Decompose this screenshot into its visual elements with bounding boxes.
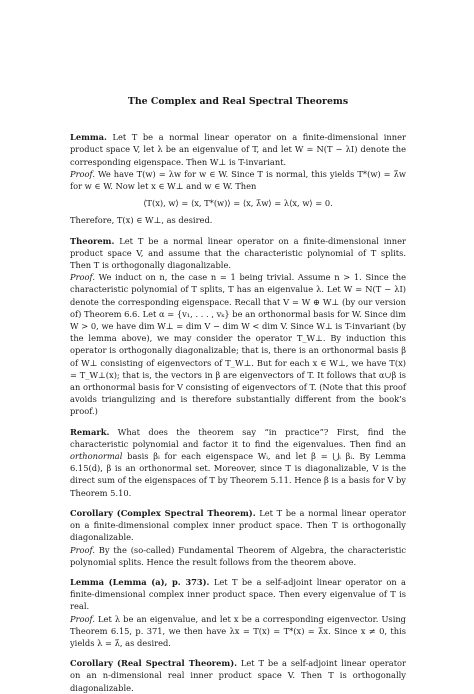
- theorem-heading: Theorem.: [70, 235, 115, 246]
- lemma-2-proof: [70, 613, 406, 650]
- theorem-text: Let T be a normal linear operator on a finite-dimensional inner product space V, and assume that the characteristic polynomial of T splits. Then T is orthogonally diagonalizable.: [70, 235, 406, 271]
- corollary-complex-statement: [70, 507, 406, 544]
- lemma-2-proof-text: Let λ be an eigenvalue, and let x be a corresponding eigenvector. Using Theorem 6.15, p. 371, we then have λx = T(x) = T*(x) = λ̄x. Since x ≠ 0, this yields λ = λ̄, as desired.: [70, 613, 406, 648]
- proof-label: Proof.: [70, 272, 95, 283]
- corollary-real: [70, 657, 406, 694]
- lemma-1-heading: Lemma.: [70, 132, 107, 143]
- corollary-real-heading: Corollary (Real Spectral Theorem).: [70, 658, 238, 669]
- theorem-statement: [70, 235, 406, 272]
- corollary-complex-heading: Corollary (Complex Spectral Theorem).: [70, 507, 256, 518]
- lemma-2-text: Let T be a self-adjoint linear operator on a finite-dimensional complex inner product space. Then every eigenvalue of T is real.: [70, 576, 406, 612]
- proof-label: Proof.: [70, 613, 95, 624]
- lemma-1: [70, 131, 406, 226]
- lemma-1-equation: ⟨T(x), w⟩ = ⟨x, T*(w)⟩ = ⟨x, λ̄w⟩ = λ⟨x, w⟩ = 0.: [143, 198, 333, 209]
- corollary-complex-proof-text: By the (so-called) Fundamental Theorem of Algebra, the characteristic polynomial splits. Hence the result follows from the theorem above.: [70, 544, 406, 567]
- remark: [70, 426, 406, 499]
- remark-text-2: basis βᵢ for each eigenspace Wᵢ, and let β = ⋃ᵢ βᵢ. By Lemma 6.15(d), β is an orthonormal set. Moreover, since T is diagonalizable, V is the direct sum of the eigenspaces of T by Theorem 5.11. Hence β is a basis for V by Theorem 5.10.: [70, 451, 406, 498]
- lemma-1-proof-text: We have T(w) = λw for w ∈ W. Since T is normal, this yields T*(w) = λ̄w for w ∈ W. Now let x ∈ W⊥ and w ∈ W. Then: [70, 168, 406, 192]
- lemma-1-statement: [70, 131, 406, 168]
- proof-label: Proof.: [70, 168, 95, 179]
- corollary-complex: [70, 507, 406, 568]
- corollary-real-text: Let T be a self-adjoint linear operator on an n-dimensional real inner product space V. Then T is orthogonally diagonalizable.: [70, 658, 407, 693]
- theorem-proof-text: We induct on n, the case n = 1 being trivial. Assume n > 1. Since the characteristic polynomial of T splits, T has an eigenvalue λ. Let W = N(T − λI) denote the corresponding eigenspace. Recall that V = W ⊕ W⊥ (by our version of) Theorem 6.6. Let α = {v₁, . . . , vₖ} be an orthonormal basis for W. Since dim W > 0, we have dim W⊥ = dim V − dim W < dim V. Since W⊥ is T-invariant (by the lemma above), we may consider the operator T_W⊥. By induction this operator is orthogonally diagonalizable; that is, there is an orthonormal basis β of W⊥ consisting of eigenvectors of T_W⊥. But for each x ∈ W⊥, we have T(x) = T_W⊥(x); that is, the vectors in β are eigenvectors of T. It follows that α∪β is an orthonormal basis for V consisting of eigenvectors of T. (Note that this proof avoids triangulizing and is therefore substantially different from the book’s proof.): [70, 272, 406, 417]
- corollary-complex-proof: [70, 544, 406, 568]
- lemma-1-proof: [70, 168, 406, 192]
- lemma-2: [70, 576, 406, 649]
- lemma-1-conclusion: Therefore, T(x) ∈ W⊥, as desired.: [70, 215, 213, 226]
- remark-text-1: What does the theorem say “in practice”? First, find the characteristic polynomial and factor it to find the eigenvalues. Then find an: [70, 426, 406, 449]
- lemma-2-statement: [70, 576, 406, 613]
- proof-label: Proof.: [70, 544, 95, 555]
- document-title: The Complex and Real Spectral Theorems: [127, 96, 349, 107]
- lemma-1-text: Let T be a normal linear operator on a finite-dimensional inner product space V, let λ be an eigenvalue of T, and let W = N(T − λI) denote the corresponding eigenspace. Then W⊥ is T-invariant.: [70, 132, 406, 167]
- theorem-proof: [70, 271, 406, 417]
- theorem: [70, 235, 406, 418]
- lemma-2-heading: Lemma (Lemma (a), p. 373).: [70, 576, 210, 587]
- corollary-complex-text: Let T be a normal linear operator on a finite-dimensional complex inner product space. Then T is orthogonally diagonalizable.: [70, 507, 406, 543]
- remark-text: [70, 426, 406, 499]
- remark-emphasis: orthonormal: [70, 451, 123, 462]
- remark-heading: Remark.: [70, 426, 110, 437]
- corollary-real-statement: [70, 657, 406, 694]
